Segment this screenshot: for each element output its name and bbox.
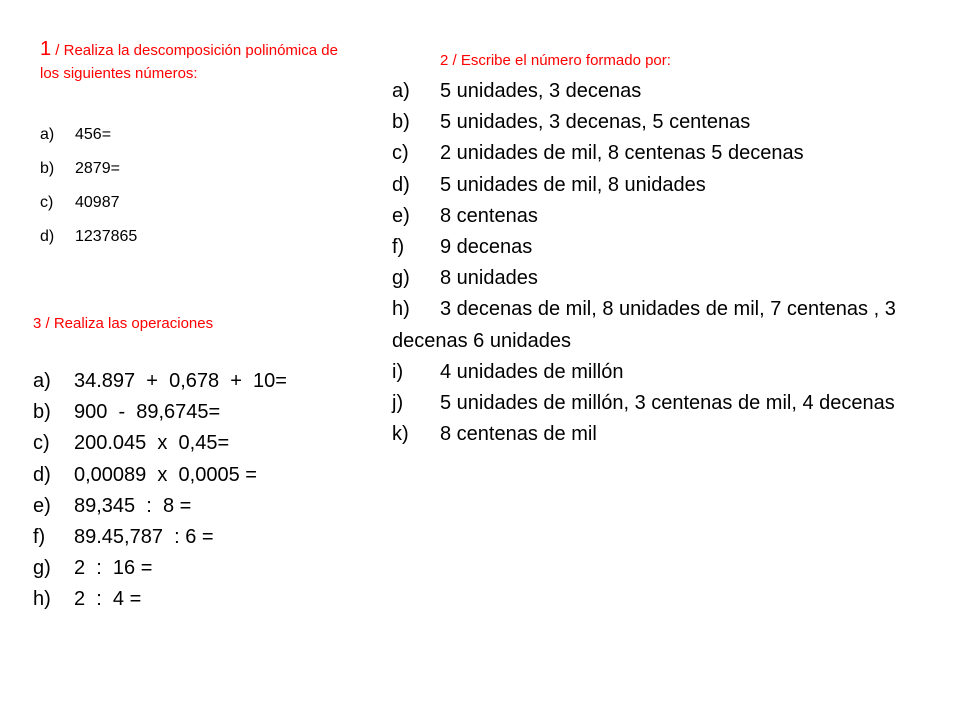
list-item bbox=[40, 152, 340, 186]
item-label: e) bbox=[392, 204, 410, 227]
item-text: 2 unidades de mil, 8 centenas 5 decenas bbox=[440, 142, 804, 165]
list-item bbox=[33, 428, 363, 459]
item-text: 5 unidades de millón, 3 centenas de mil, 4 decenas bbox=[440, 392, 895, 415]
item-label: a) bbox=[40, 126, 55, 143]
exercise-1-heading bbox=[40, 38, 340, 85]
exercise-3-list bbox=[33, 366, 363, 616]
item-label: g) bbox=[33, 557, 51, 580]
item-text: 5 unidades de mil, 8 unidades bbox=[440, 173, 706, 196]
item-text: 456= bbox=[75, 126, 112, 143]
item-label: h) bbox=[33, 588, 51, 611]
item-text: 8 centenas bbox=[440, 204, 538, 227]
list-item bbox=[392, 107, 952, 138]
item-text: 89.45,787 : 6 = bbox=[74, 526, 214, 549]
item-text: 1237865 bbox=[75, 228, 138, 245]
list-item bbox=[33, 584, 363, 615]
list-item bbox=[392, 232, 952, 263]
list-item bbox=[392, 138, 952, 169]
list-item bbox=[392, 294, 952, 356]
list-item bbox=[33, 522, 363, 553]
item-text: 3 decenas de mil, 8 unidades de mil, 7 centenas , 3 decenas 6 unidades bbox=[392, 298, 896, 352]
item-label: k) bbox=[392, 423, 409, 446]
item-text: 2879= bbox=[75, 160, 120, 177]
item-label: b) bbox=[33, 401, 51, 424]
list-item bbox=[33, 460, 363, 491]
item-text: 4 unidades de millón bbox=[440, 360, 624, 383]
item-label: f) bbox=[33, 526, 46, 549]
item-label: d) bbox=[33, 463, 51, 486]
item-label: e) bbox=[33, 494, 51, 517]
item-label: d) bbox=[392, 173, 410, 196]
exercise-3-title: 3 / Realiza las operaciones bbox=[33, 315, 214, 332]
exercise-2-title: 2 / Escribe el número formado por: bbox=[440, 52, 671, 69]
item-text: 200.045 x 0,45= bbox=[74, 432, 230, 455]
exercise-1-list bbox=[40, 118, 340, 254]
item-label: h) bbox=[392, 298, 410, 321]
item-text: 2 : 4 = bbox=[74, 588, 142, 611]
list-item bbox=[33, 553, 363, 584]
list-item bbox=[33, 397, 363, 428]
list-item bbox=[392, 419, 952, 450]
item-label: a) bbox=[392, 80, 410, 102]
item-text: 5 unidades, 3 decenas bbox=[440, 80, 642, 102]
item-text: 89,345 : 8 = bbox=[74, 494, 192, 517]
item-label: c) bbox=[40, 194, 54, 211]
item-text: 0,00089 x 0,0005 = bbox=[74, 463, 257, 486]
list-item bbox=[392, 170, 952, 201]
exercise-2-list bbox=[392, 76, 952, 450]
item-label: i) bbox=[392, 360, 404, 383]
list-item bbox=[392, 76, 952, 107]
exercise-3 bbox=[33, 313, 363, 616]
item-text: 8 unidades bbox=[440, 267, 538, 290]
exercise-2 bbox=[392, 50, 952, 450]
item-text: 9 decenas bbox=[440, 236, 533, 259]
item-label: f) bbox=[392, 236, 405, 259]
item-text: 34.897 + 0,678 + 10= bbox=[74, 370, 287, 392]
item-text: 40987 bbox=[75, 194, 120, 211]
list-item bbox=[392, 357, 952, 388]
list-item bbox=[40, 220, 340, 254]
item-text: 8 centenas de mil bbox=[440, 423, 597, 446]
list-item bbox=[392, 388, 952, 419]
list-item bbox=[40, 118, 340, 152]
exercise-1-title: / Realiza la descomposición polinómica de los siguientes números: bbox=[40, 42, 338, 82]
item-label: b) bbox=[392, 111, 410, 134]
item-label: c) bbox=[392, 142, 409, 165]
item-label: b) bbox=[40, 160, 55, 177]
item-label: d) bbox=[40, 228, 55, 245]
list-item bbox=[33, 366, 363, 397]
exercise-1 bbox=[40, 38, 340, 254]
list-item bbox=[40, 186, 340, 220]
item-text: 5 unidades, 3 decenas, 5 centenas bbox=[440, 111, 751, 134]
item-label: g) bbox=[392, 267, 410, 290]
list-item bbox=[392, 263, 952, 294]
list-item bbox=[33, 491, 363, 522]
item-label: a) bbox=[33, 370, 51, 392]
item-text: 2 : 16 = bbox=[74, 557, 153, 580]
item-label: j) bbox=[392, 392, 404, 415]
item-label: c) bbox=[33, 432, 50, 455]
list-item bbox=[392, 201, 952, 232]
exercise-1-number: 1 bbox=[40, 38, 52, 60]
item-text: 900 - 89,6745= bbox=[74, 401, 221, 424]
